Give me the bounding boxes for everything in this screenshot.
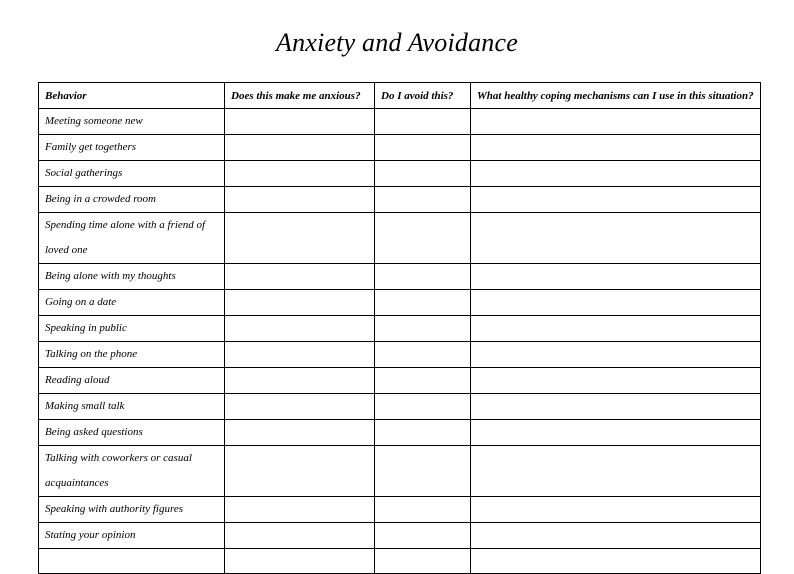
coping-answer-cell[interactable]: [471, 368, 761, 394]
coping-answer-cell[interactable]: [471, 187, 761, 213]
coping-answer-cell[interactable]: [471, 290, 761, 316]
worksheet-table: [38, 82, 761, 574]
table-row: [39, 161, 761, 187]
coping-answer-cell[interactable]: [471, 420, 761, 446]
anxious-answer-cell[interactable]: [225, 187, 375, 213]
avoid-answer-cell[interactable]: [375, 368, 471, 394]
table-row: [39, 394, 761, 420]
coping-answer-cell[interactable]: [471, 446, 761, 497]
table-row: [39, 109, 761, 135]
coping-answer-cell[interactable]: [471, 109, 761, 135]
behavior-cell: Talking with coworkers or casual acquaintances: [39, 446, 225, 497]
coping-answer-cell[interactable]: [471, 523, 761, 549]
behavior-cell: Making small talk: [39, 394, 225, 420]
anxious-answer-cell[interactable]: [225, 109, 375, 135]
avoid-answer-cell[interactable]: [375, 316, 471, 342]
table-row: [39, 264, 761, 290]
table-row: [39, 497, 761, 523]
behavior-cell: Going on a date: [39, 290, 225, 316]
table-row: [39, 523, 761, 549]
anxious-answer-cell[interactable]: [225, 213, 375, 264]
table-row: [39, 213, 761, 264]
coping-answer-cell[interactable]: [471, 497, 761, 523]
coping-answer-cell[interactable]: [471, 342, 761, 368]
coping-answer-cell[interactable]: [471, 549, 761, 574]
anxious-answer-cell[interactable]: [225, 549, 375, 574]
anxious-answer-cell[interactable]: [225, 264, 375, 290]
avoid-answer-cell[interactable]: [375, 109, 471, 135]
table-row: [39, 420, 761, 446]
avoid-answer-cell[interactable]: [375, 497, 471, 523]
table-row: [39, 135, 761, 161]
table-row: [39, 187, 761, 213]
avoid-answer-cell[interactable]: [375, 290, 471, 316]
behavior-cell: Being alone with my thoughts: [39, 264, 225, 290]
avoid-answer-cell[interactable]: [375, 394, 471, 420]
anxious-answer-cell[interactable]: [225, 316, 375, 342]
anxious-answer-cell[interactable]: [225, 446, 375, 497]
table-row: [39, 342, 761, 368]
avoid-answer-cell[interactable]: [375, 213, 471, 264]
header-avoid: Do I avoid this?: [375, 83, 471, 109]
behavior-cell: Spending time alone with a friend of loved one: [39, 213, 225, 264]
avoid-answer-cell[interactable]: [375, 446, 471, 497]
behavior-cell: Speaking in public: [39, 316, 225, 342]
anxious-answer-cell[interactable]: [225, 394, 375, 420]
avoid-answer-cell[interactable]: [375, 523, 471, 549]
avoid-answer-cell[interactable]: [375, 187, 471, 213]
table-row: [39, 446, 761, 497]
anxious-answer-cell[interactable]: [225, 368, 375, 394]
anxious-answer-cell[interactable]: [225, 342, 375, 368]
anxious-answer-cell[interactable]: [225, 161, 375, 187]
anxious-answer-cell[interactable]: [225, 523, 375, 549]
avoid-answer-cell[interactable]: [375, 264, 471, 290]
anxious-answer-cell[interactable]: [225, 420, 375, 446]
avoid-answer-cell[interactable]: [375, 135, 471, 161]
behavior-cell: Reading aloud: [39, 368, 225, 394]
behavior-cell: Meeting someone new: [39, 109, 225, 135]
table-row: [39, 290, 761, 316]
table-row: [39, 368, 761, 394]
header-behavior: Behavior: [39, 83, 225, 109]
behavior-cell: Family get togethers: [39, 135, 225, 161]
header-row: [39, 83, 761, 109]
avoid-answer-cell[interactable]: [375, 549, 471, 574]
behavior-cell: Stating your opinion: [39, 523, 225, 549]
behavior-cell: [39, 549, 225, 574]
page-title: Anxiety and Avoidance: [276, 28, 518, 57]
anxious-answer-cell[interactable]: [225, 497, 375, 523]
behavior-cell: Being asked questions: [39, 420, 225, 446]
table-row: [39, 549, 761, 574]
header-anxious: Does this make me anxious?: [225, 83, 375, 109]
table-row: [39, 316, 761, 342]
behavior-cell: Talking on the phone: [39, 342, 225, 368]
behavior-cell: Social gatherings: [39, 161, 225, 187]
coping-answer-cell[interactable]: [471, 394, 761, 420]
coping-answer-cell[interactable]: [471, 264, 761, 290]
header-coping: What healthy coping mechanisms can I use in this situation?: [471, 83, 761, 109]
avoid-answer-cell[interactable]: [375, 420, 471, 446]
coping-answer-cell[interactable]: [471, 161, 761, 187]
coping-answer-cell[interactable]: [471, 135, 761, 161]
behavior-cell: Speaking with authority figures: [39, 497, 225, 523]
behavior-cell: Being in a crowded room: [39, 187, 225, 213]
anxious-answer-cell[interactable]: [225, 290, 375, 316]
coping-answer-cell[interactable]: [471, 316, 761, 342]
avoid-answer-cell[interactable]: [375, 342, 471, 368]
avoid-answer-cell[interactable]: [375, 161, 471, 187]
anxious-answer-cell[interactable]: [225, 135, 375, 161]
coping-answer-cell[interactable]: [471, 213, 761, 264]
